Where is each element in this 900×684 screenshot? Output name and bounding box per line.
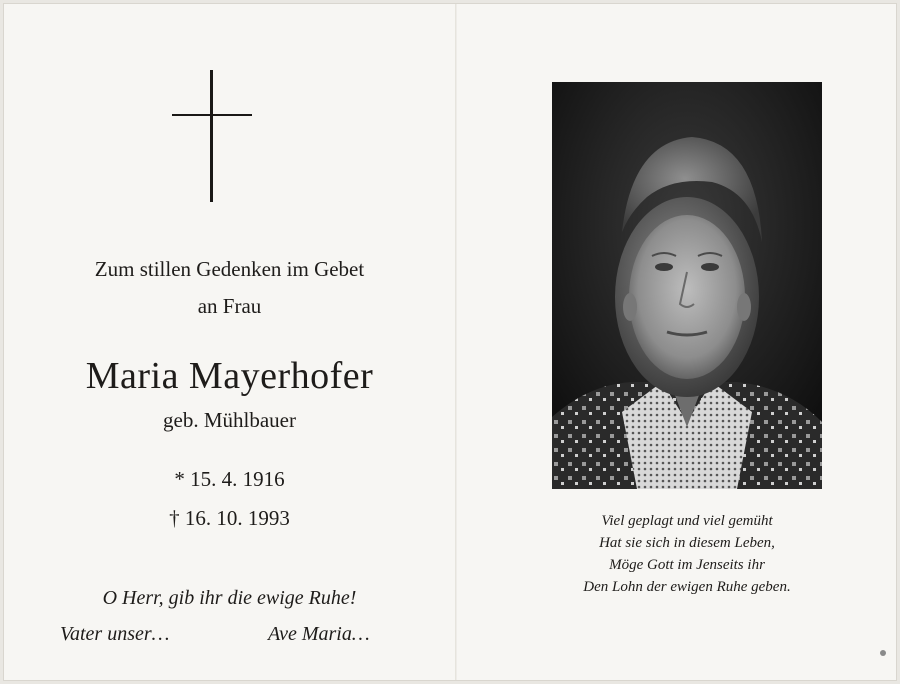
- left-page: [4, 4, 455, 680]
- prayer-line: O Herr, gib ihr die ewige Ruhe!: [102, 587, 357, 609]
- intro-line-2: an Frau: [197, 294, 262, 318]
- portrait-photo: [552, 82, 822, 489]
- cross-vertical-bar: [210, 70, 213, 202]
- verse-line-2: Hat sie sich in diesem Leben,: [599, 535, 775, 551]
- right-page: [457, 4, 896, 680]
- ave-maria: Ave Maria…: [268, 623, 370, 645]
- deceased-name: Maria Mayerhofer: [85, 355, 374, 397]
- verse-line-3: Möge Gott im Jenseits ihr: [609, 557, 765, 573]
- cross-icon: [172, 70, 252, 202]
- scan-speck: [880, 650, 886, 656]
- vater-unser: Vater unser…: [60, 623, 170, 645]
- birth-name: geb. Mühlbauer: [163, 408, 296, 432]
- verse-line-1: Viel geplagt und viel gemüht: [601, 513, 773, 529]
- cross-horizontal-bar: [172, 114, 252, 116]
- intro-line-1: Zum stillen Gedenken im Gebet: [94, 257, 365, 281]
- birth-date: * 15. 4. 1916: [174, 467, 285, 491]
- memorial-card: [4, 4, 896, 680]
- death-date: † 16. 10. 1993: [169, 506, 290, 530]
- verse-line-4: Den Lohn der ewigen Ruhe geben.: [583, 579, 791, 595]
- portrait-illustration: [552, 82, 822, 489]
